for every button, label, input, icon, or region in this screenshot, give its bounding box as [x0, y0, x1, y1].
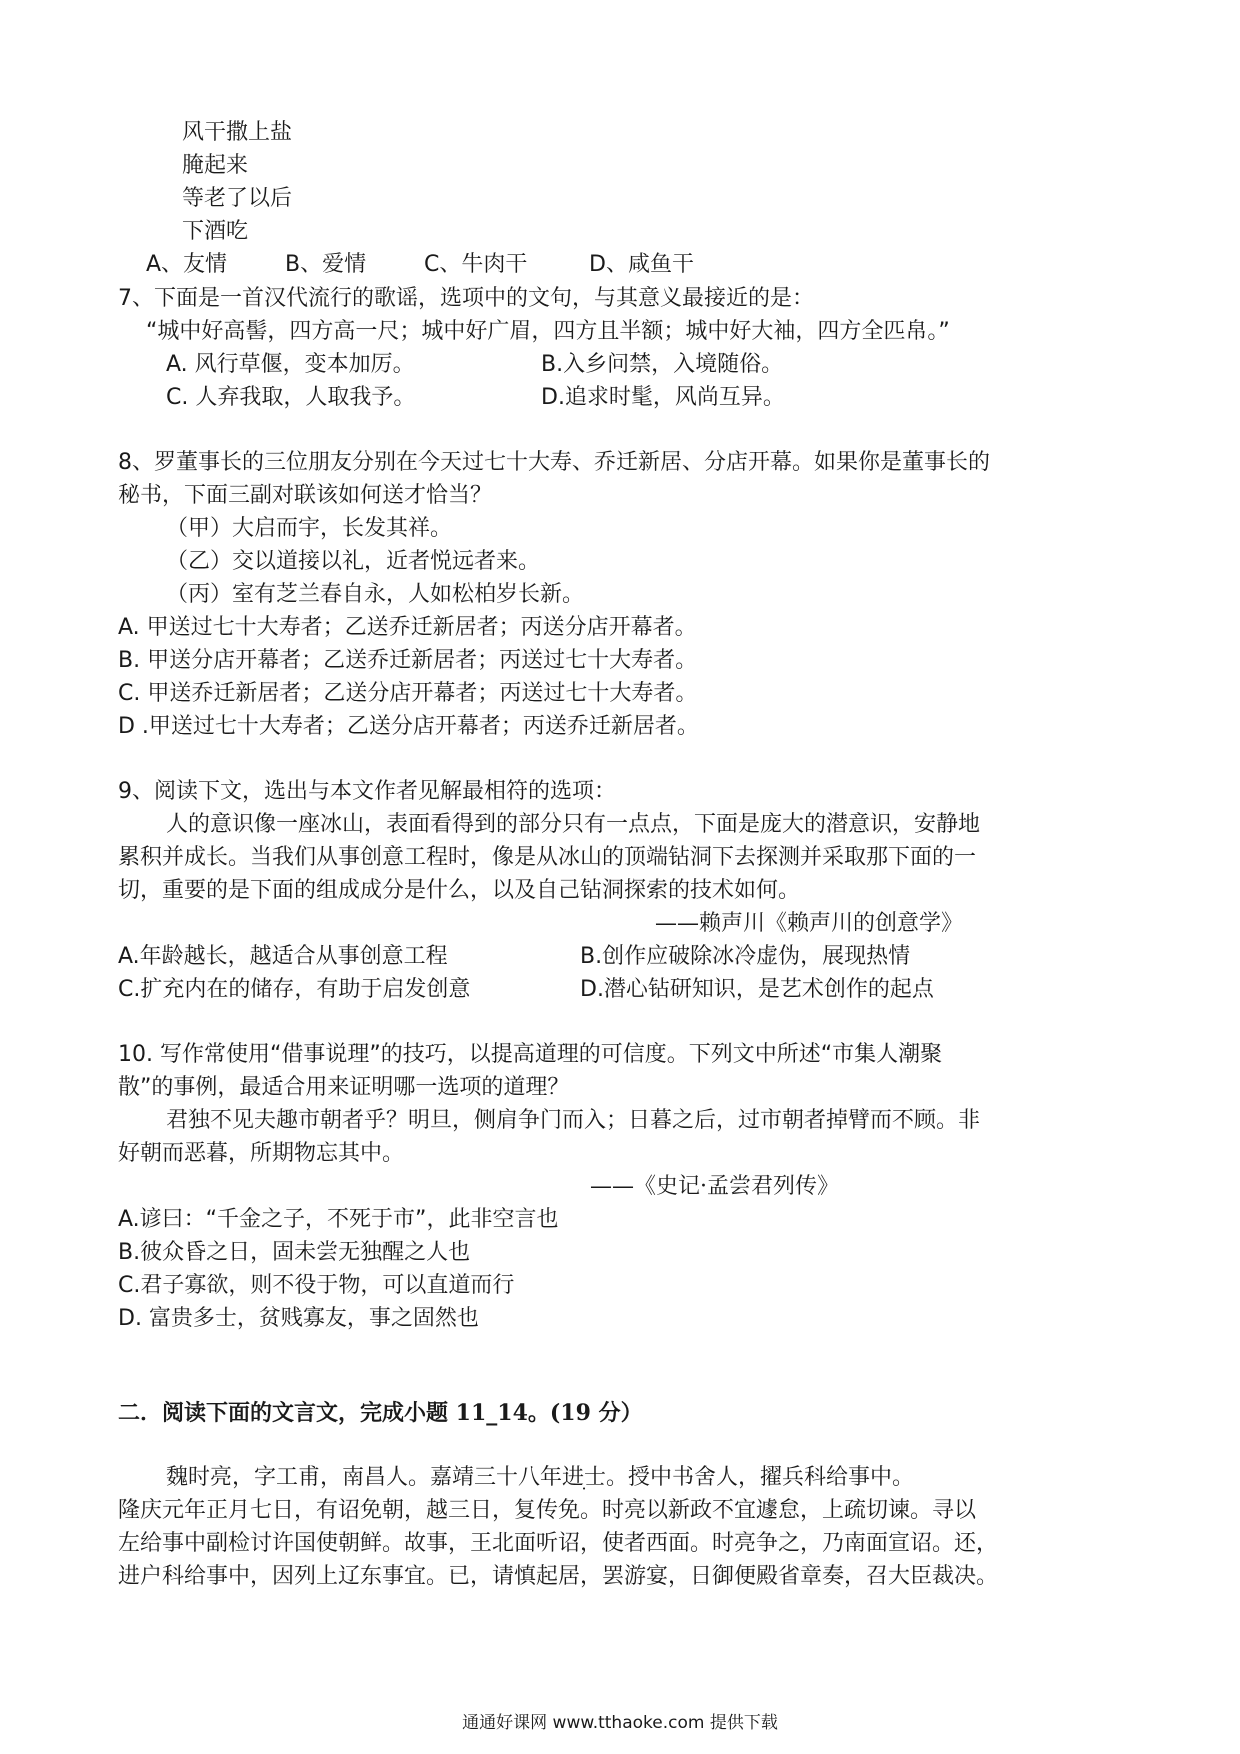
q10-option-c: C.君子寡欲，则不役于物，可以直道而行 — [118, 1273, 515, 1298]
poem-line: 风干撒上盐 — [182, 120, 293, 145]
q7-option-b: B.入乡问禁，入境随俗。 — [541, 352, 784, 377]
q7-option-a: A. 风行草偃，变本加厉。 — [166, 352, 415, 377]
q9-passage-line: 累积并成长。当我们从事创意工程时，像是从冰山的顶端钻洞下去探测并采取那下面的一 — [118, 845, 977, 870]
classical-text-segment: 。授中书舍人，擢兵科给事中。 — [606, 1465, 915, 1490]
classical-text-segment: 魏时亮，字工甫，南昌人。嘉靖三十八年 — [166, 1465, 563, 1490]
q10-source: ——《史记·孟尝君列传》 — [590, 1174, 839, 1199]
q6-option-d: D、咸鱼干 — [589, 252, 694, 277]
classical-text-line — [166, 1463, 914, 1493]
q10-stem: 散”的事例，最适合用来证明哪一选项的道理？ — [118, 1075, 570, 1100]
q8-stem: 8、罗董事长的三位朋友分别在今天过七十大寿、乔迁新居、分店开幕。如果你是董事长的 — [118, 450, 991, 475]
q9-passage-line: 人的意识像一座冰山，表面看得到的部分只有一点点，下面是庞大的潜意识，安静地 — [166, 812, 981, 837]
poem-line: 下酒吃 — [182, 219, 249, 244]
classical-text-line: 进户科给事中，因列上辽东事宜。已，请慎起居，罢游宴，日御便殿省章奏，召大臣裁决。 — [118, 1564, 999, 1589]
q10-option-a: A.谚曰：“千金之子，不死于市”，此非空言也 — [118, 1207, 559, 1232]
q8-option-c: C. 甲送乔迁新居者；乙送分店开幕者；丙送过七十大寿者。 — [118, 681, 698, 706]
q10-option-d: D. 富贵多士，贫贱寡友，事之固然也 — [118, 1306, 479, 1331]
q9-stem: 9、阅读下文，选出与本文作者见解最相符的选项： — [118, 779, 616, 804]
q8-option-a: A. 甲送过七十大寿者；乙送乔迁新居者；丙送分店开幕者。 — [118, 615, 697, 640]
q8-couplet: （乙）交以道接以礼，近者悦远者来。 — [166, 549, 541, 574]
q7-stem: 7、下面是一首汉代流行的歌谣，选项中的文句，与其意义最接近的是： — [118, 286, 814, 311]
q8-option-b: B. 甲送分店开幕者；乙送乔迁新居者；丙送过七十大寿者。 — [118, 648, 698, 673]
classical-text-line: 左给事中副检讨许国使朝鲜。故事，王北面听诏，使者西面。时亮争之，乃南面宣诏。还， — [118, 1531, 999, 1556]
classical-text-line: 隆庆元年正月七日，有诏免朝，越三日，复传免。时亮以新政不宜遽怠，上疏切谏。寻以 — [118, 1498, 977, 1523]
q10-option-b: B.彼众昏之日，固未尝无独醒之人也 — [118, 1240, 471, 1265]
q9-option-c: C.扩充内在的储存，有助于启发创意 — [118, 977, 471, 1002]
q10-passage-line: 好朝而恶暮，所期物忘其中。 — [118, 1141, 405, 1166]
poem-line: 腌起来 — [182, 153, 249, 178]
q7-option-d: D.追求时髦，风尚互异。 — [541, 385, 785, 410]
q7-quote: “城中好高髻，四方高一尺；城中好广眉，四方且半额；城中好大袖，四方全匹帛。” — [146, 319, 950, 344]
poem-line: 等老了以后 — [182, 186, 293, 211]
q6-option-a: A、友情 — [146, 252, 228, 277]
q8-couplet: （甲）大启而宇，长发其祥。 — [166, 516, 453, 541]
q8-stem: 秘书，下面三副对联该如何送才恰当？ — [118, 483, 493, 508]
q9-option-d: D.潜心钻研知识，是艺术创作的起点 — [580, 977, 934, 1002]
section-heading: 二．阅读下面的文言文，完成小题 11_14。(19 分） — [118, 1400, 643, 1426]
q7-option-c: C. 人弃我取，人取我予。 — [166, 385, 416, 410]
q6-option-c: C、牛肉干 — [424, 252, 528, 277]
dotted-word: 进士 — [562, 1465, 607, 1490]
q8-couplet: （丙）室有芝兰春自永，人如松柏岁长新。 — [166, 582, 585, 607]
page-footer: 通通好课网 www.tthaoke.com 提供下载 — [462, 1713, 778, 1733]
q10-stem: 10. 写作常使用“借事说理”的技巧，以提高道理的可信度。下列文中所述“市集人潮聚 — [118, 1042, 943, 1067]
q10-passage-line: 君独不见夫趣市朝者乎？明旦，侧肩争门而入；日暮之后，过市朝者掉臂而不顾。非 — [166, 1108, 981, 1133]
q9-option-b: B.创作应破除冰冷虚伪，展现热情 — [580, 944, 911, 969]
q6-option-b: B、爱情 — [285, 252, 367, 277]
q9-option-a: A.年龄越长，越适合从事创意工程 — [118, 944, 448, 969]
q8-option-d: D .甲送过七十大寿者；乙送分店开幕者；丙送乔迁新居者。 — [118, 714, 699, 739]
q9-passage-line: 切，重要的是下面的组成成分是什么，以及自己钻洞探索的技术如何。 — [118, 878, 801, 903]
q9-source: ——赖声川《赖声川的创意学》 — [655, 911, 964, 936]
